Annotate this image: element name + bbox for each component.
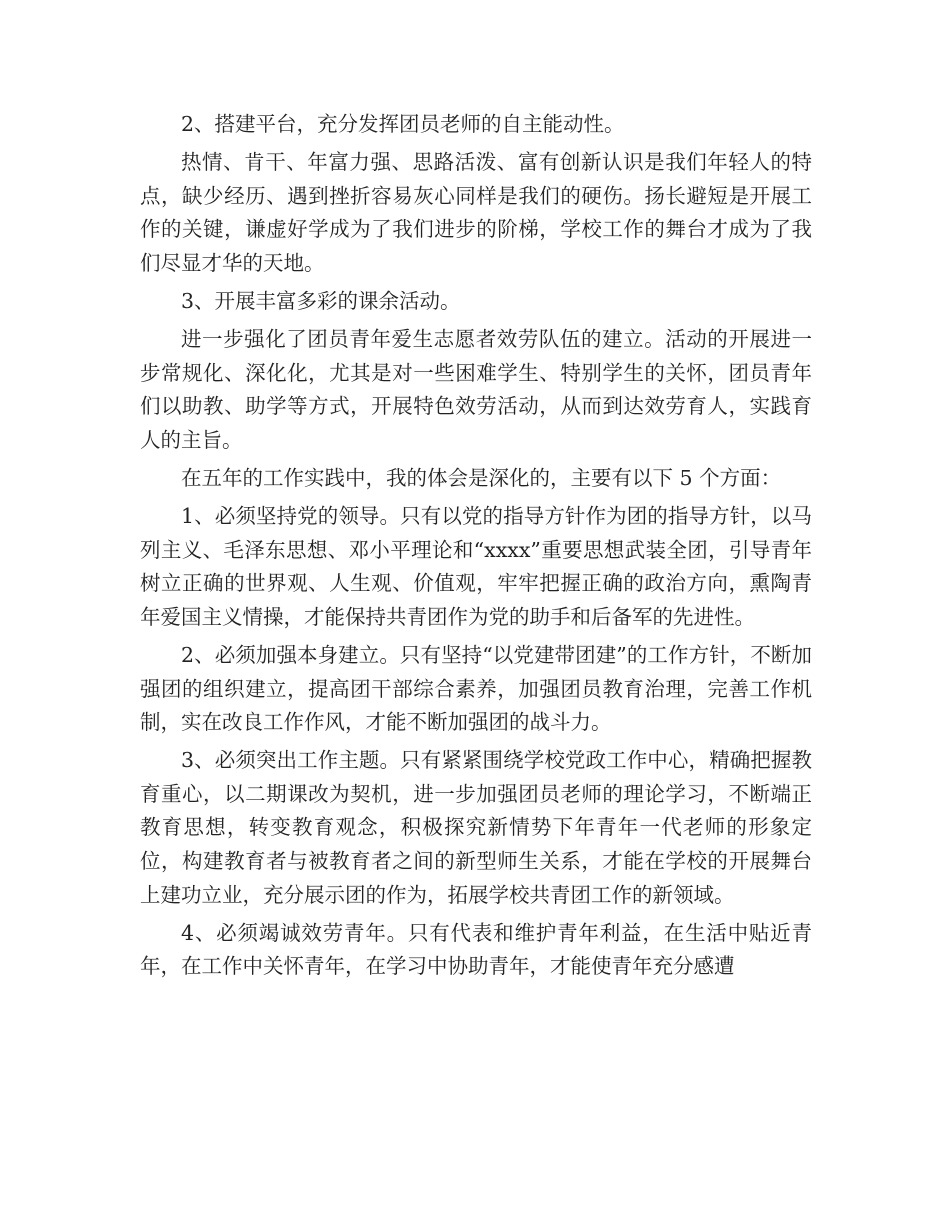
paragraph-heading-3-activities: 3、开展丰富多彩的课余活动。	[181, 288, 461, 313]
paragraph-five-aspects-intro: 在五年的工作实践中，我的体会是深化的，主要有以下 5 个方面：	[181, 465, 782, 490]
paragraph-youth-traits: 热情、肯干、年富力强、思路活泼、富有创新认识是我们年轻人的特点，缺少经历、遇到挫折容易灰心同样是我们的硬伤。扬长避短是开展工作的关键，谦虚好学成为了我们进步的阶梯，学校工作的舞台才成为了我们尽显才华的天地。	[140, 150, 812, 275]
paragraph-aspect-4-serve-youth: 4、必须竭诚效劳青年。只有代表和维护青年利益，在生活中贴近青年，在工作中关怀青年，在学习中协助青年，才能使青年充分感遭	[140, 920, 812, 979]
paragraph-aspect-2-self-building: 2、必须加强本身建立。只有坚持“以党建带团建”的工作方针，不断加强团的组织建立，提高团干部综合素养，加强团员教育治理，完善工作机制，实在改良工作作风，才能不断加强团的战斗力。	[140, 642, 812, 735]
paragraph-aspect-1-party-leadership: 1、必须坚持党的领导。只有以党的指导方针作为团的指导方针，以马列主义、毛泽东思想、邓小平理论和“xxxx”重要思想武装全团，引导青年树立正确的世界观、人生观、价值观，牢牢把握正确的政治方向，熏陶青年爱国主义情操，才能保持共青团作为党的助手和后备军的先进性。	[140, 504, 812, 629]
paragraph-volunteer-team: 进一步强化了团员青年爱生志愿者效劳队伍的建立。活动的开展进一步常规化、深化化，尤其是对一些困难学生、特别学生的关怀，团员青年们以助教、助学等方式，开展特色效劳活动，从而到达效劳育人，实践育人的主旨。	[140, 327, 812, 452]
paragraph-aspect-3-work-theme: 3、必须突出工作主题。只有紧紧围绕学校党政工作中心，精确把握教育重心，以二期课改为契机，进一步加强团员老师的理论学习，不断端正教育思想，转变教育观念，积极探究新情势下年青年一代老师的形象定位，构建教育者与被教育者之间的新型师生关系，才能在学校的开展舞台上建功立业，充分展示团的作为，拓展学校共青团工作的新领域。	[140, 748, 812, 907]
paragraph-heading-2-platform: 2、搭建平台，充分发挥团员老师的自主能动性。	[181, 112, 625, 136]
